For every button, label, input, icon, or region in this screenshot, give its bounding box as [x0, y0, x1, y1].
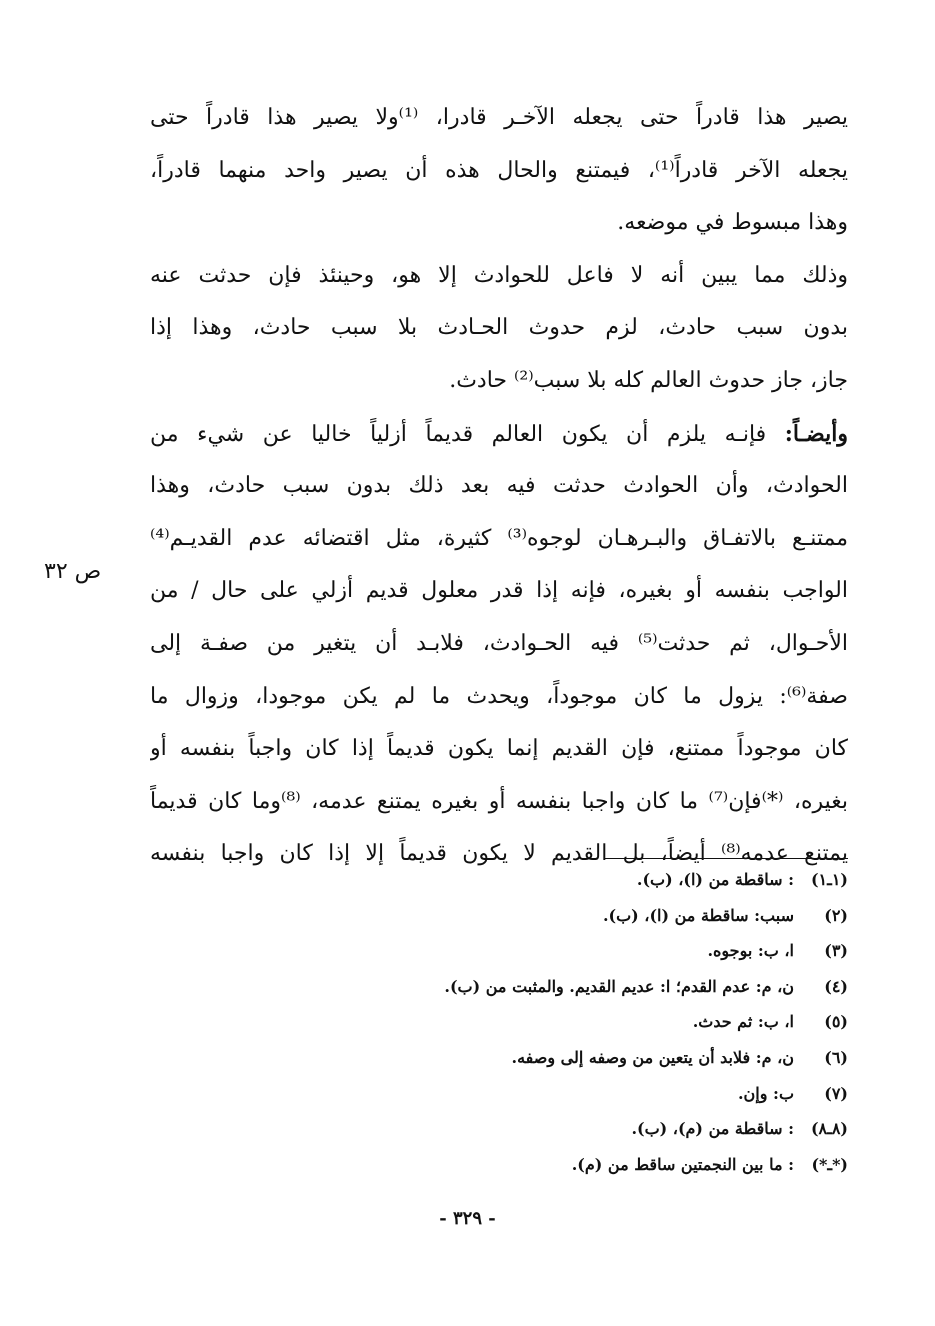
footnote — [300, 862, 848, 898]
text-line: يصير هذا قادراً حتى يجعله الآخـر قادرا، ⁽¹⁾ولا يصير هذا قادراً حتى — [150, 105, 848, 130]
footnote — [300, 1111, 848, 1147]
footnote-text: : ساقطة من (م)، (ب). — [631, 1119, 794, 1139]
text-line: الحوادث، وأن الحوادث حدثت فيه بعد ذلك بدون سبب حادث، وهذا — [150, 473, 848, 499]
footnote-text: : ساقطة من (ا)، (ب). — [636, 870, 794, 889]
footnote-text: ن، م: عدم القدم؛ ا: عديم القديم. والمثبت من (ب). — [444, 976, 794, 996]
footnote-text: : ما بين النجمتين ساقط من (م). — [571, 1154, 794, 1174]
text-line: الواجب بنفسه أو بغيره، فإنه إذا قدر معلول قديم أزلي على حال / من — [150, 578, 848, 604]
text-line: صفة⁽⁶⁾: يزول ما كان موجوداً، ويحدث ما لم يكن موجودا، وزوال ما — [150, 683, 848, 709]
text-line: جاز، جاز حدوث العالم كله بلا سبب⁽²⁾ حادث. — [449, 367, 848, 393]
footnote-text: سبب: ساقطة من (ا)، (ب). — [602, 905, 794, 925]
text-line: يمتنع عدمه⁽⁸⁾ أيضاً، بل القديم لا يكون قديماً إلا إذا كان واجبا بنفسه — [150, 841, 848, 867]
footnote-text: ن، م: فلابد أن يتعين من وصفه إلى وصفه. — [511, 1047, 794, 1067]
footnote — [300, 969, 848, 1005]
text-line: ممتنـع بالاتفـاق والبـرهـان لوجوه⁽³⁾ كثيرة، مثل اقتضائه عدم القديـم⁽⁴⁾ — [150, 525, 848, 551]
footnote — [300, 1147, 848, 1183]
footnote-separator — [604, 858, 848, 859]
text-line: يجعله الآخر قادراً⁽¹⁾، فيمتنع والحال هذه أن يصير واحد منهما قادراً، — [150, 157, 848, 183]
footnote-number: (١ـ١) — [810, 870, 848, 889]
footnote — [300, 1076, 848, 1112]
footnote-text: ب: وإن. — [737, 1083, 794, 1103]
footnote-number: (٣) — [824, 941, 848, 961]
footnote — [300, 1004, 848, 1040]
footnote-number: (٢) — [824, 905, 848, 925]
footnote-text: ا، ب: بوجوه. — [707, 941, 794, 961]
main-text — [150, 92, 848, 881]
lead-word: وأيضـاً: — [784, 420, 848, 447]
text-line: وذلك مما يبين أنه لا فاعل للحوادث إلا هو، وحينئذ فإن حدثت عنه — [150, 262, 848, 288]
text-line: وهذا مبسوط في موضعه. — [617, 210, 848, 236]
footnote-number: (٦) — [824, 1047, 848, 1067]
text-line: الأحـوال، ثم حدثت⁽⁵⁾ فيه الحـوادث، فلابـد أن يتغير من صفـة إلى — [150, 630, 848, 656]
footnote — [300, 933, 848, 969]
footnotes — [300, 862, 848, 1182]
text-line: بغيره، ⁽*⁾فإن⁽⁷⁾ ما كان واجبا بنفسه أو بغيره يمتنع عدمه، ⁽⁸⁾وما كان قديماً — [150, 788, 848, 814]
footnote-number: (*ـ*) — [811, 1154, 848, 1174]
manuscript-page-marker: ص ٣٢ — [44, 559, 102, 584]
footnote-number: (٨ـ٨) — [810, 1119, 848, 1139]
footnote — [300, 1040, 848, 1076]
text-line: بدون سبب حادث، لزم حدوث الحـادث بلا سبب حادث، وهذا إذا — [150, 315, 848, 341]
footnote-number: (٥) — [824, 1012, 848, 1032]
footnote-number: (٧) — [824, 1083, 848, 1103]
footnote-text: ا، ب: ثم حدث. — [692, 1012, 794, 1032]
footnote-number: (٤) — [824, 976, 848, 996]
text-line — [150, 408, 848, 461]
text-line-rest: فإنـه يلزم أن يكون العالم قديماً أزلياً خاليا عن شيء من — [150, 421, 767, 447]
footnote — [300, 898, 848, 934]
text-line: كان موجوداً ممتنع، فإن القديم إنما يكون قديماً إذا كان واجباً بنفسه أو — [150, 736, 848, 762]
page-number: - ٣٢٩ - — [439, 1208, 496, 1229]
